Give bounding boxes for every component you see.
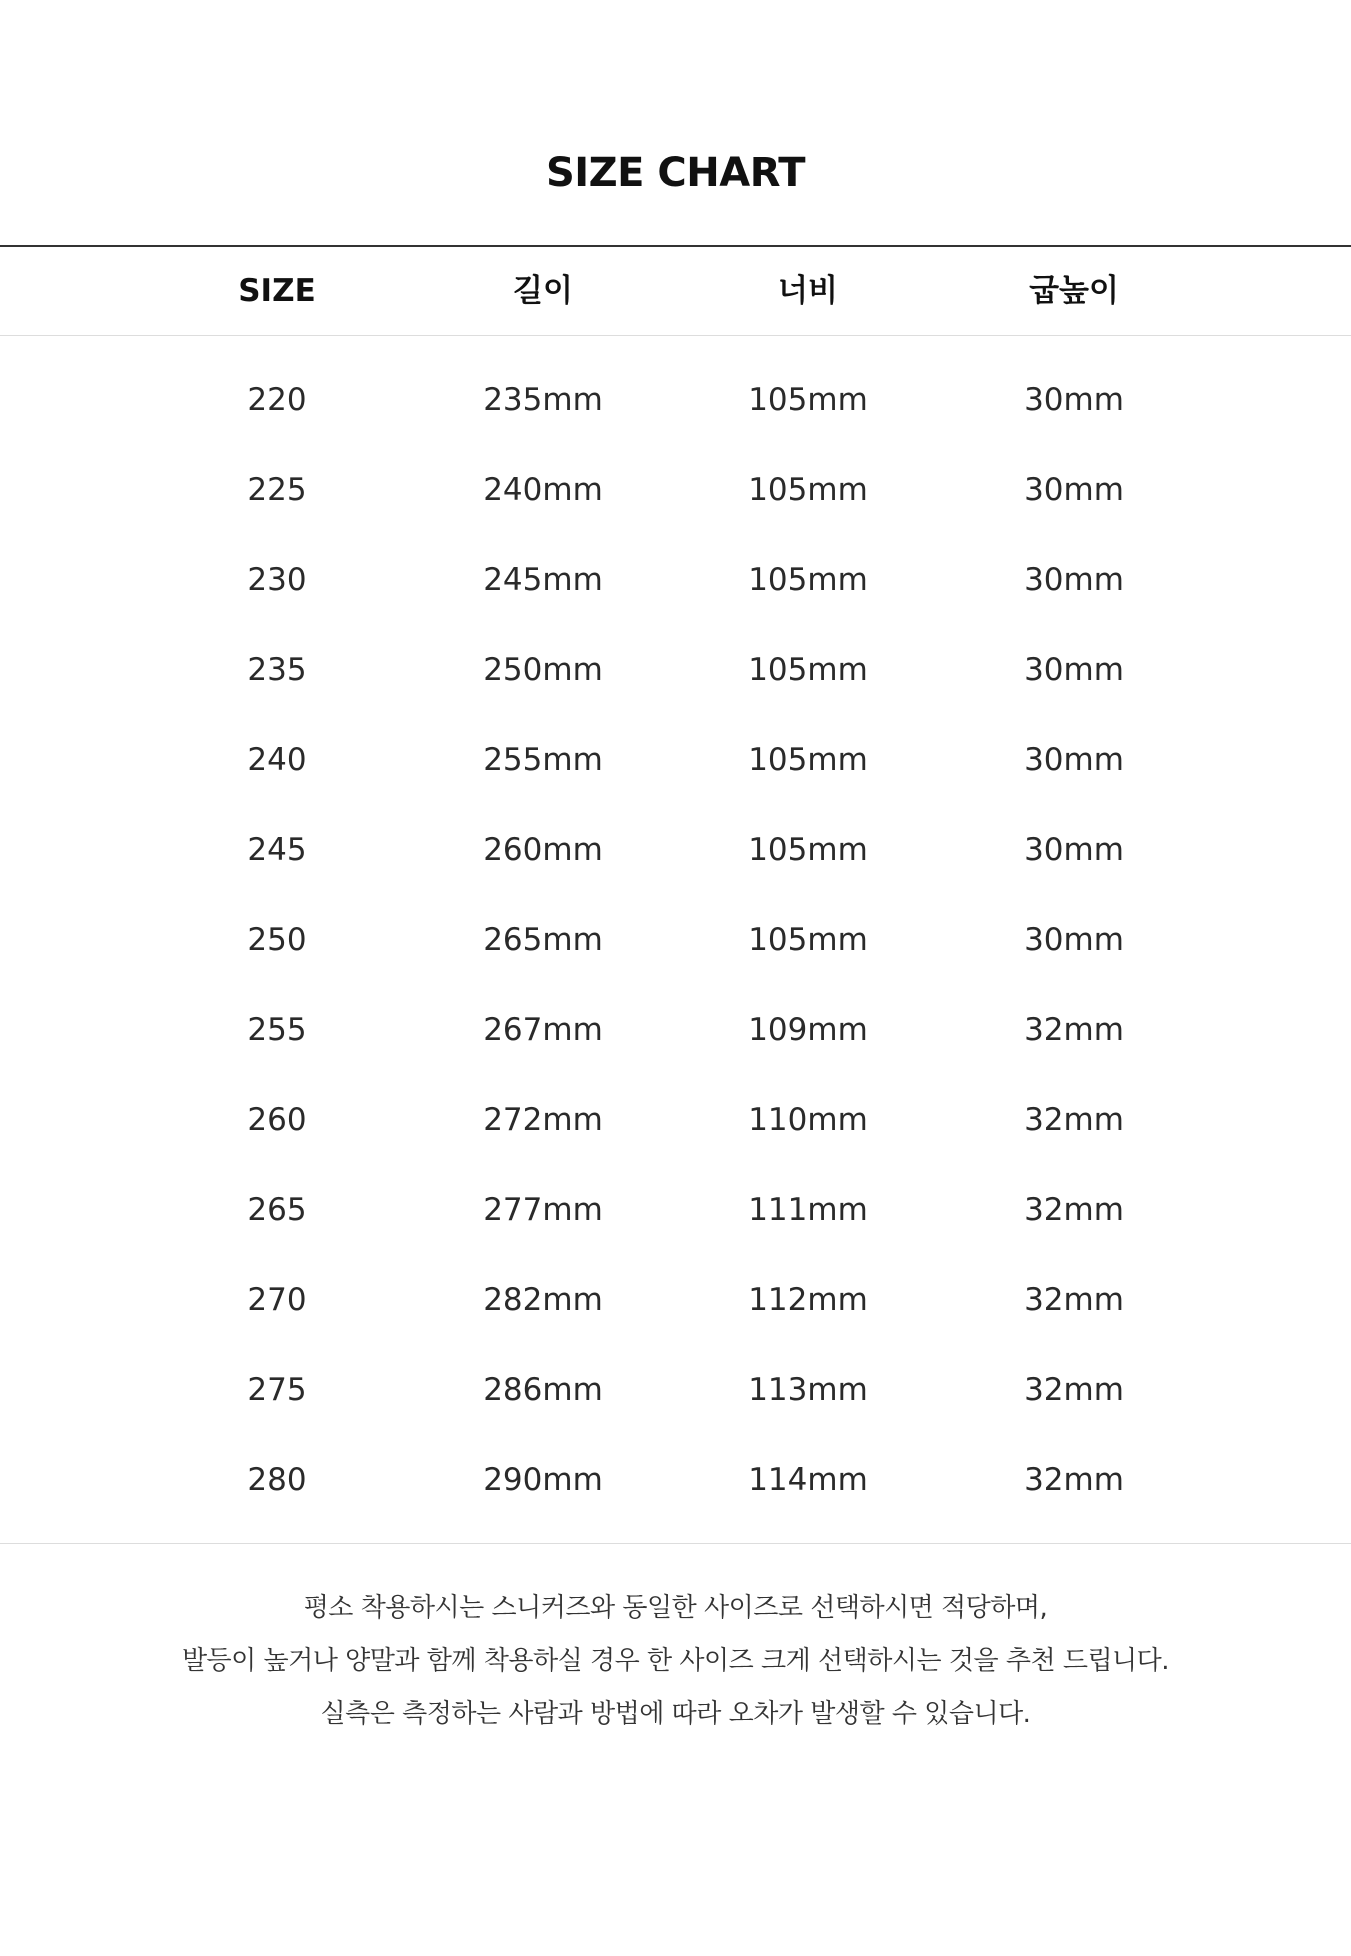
size-cell: 255 <box>247 1012 307 1048</box>
heel-height-cell: 30mm <box>1024 562 1124 598</box>
width-cell: 109mm <box>748 1012 868 1048</box>
size-cell: 265 <box>247 1192 307 1228</box>
width-cell: 105mm <box>748 922 868 958</box>
heel-height-cell: 32mm <box>1024 1192 1124 1228</box>
size-cell: 245 <box>247 832 307 868</box>
width-cell: 105mm <box>748 472 868 508</box>
table-row <box>0 625 1351 715</box>
table-row <box>0 805 1351 895</box>
length-cell: 250mm <box>483 652 603 688</box>
length-cell: 282mm <box>483 1282 603 1318</box>
table-row <box>0 895 1351 985</box>
header-width: 너비 <box>778 273 838 309</box>
note-line: 발등이 높거나 양말과 함께 착용하실 경우 한 사이즈 크게 선택하시는 것을 추천 드립니다. <box>181 1646 1170 1676</box>
table-header <box>0 247 1351 335</box>
table-row <box>0 985 1351 1075</box>
heel-height-cell: 30mm <box>1024 742 1124 778</box>
note-line: 실측은 측정하는 사람과 방법에 따라 오차가 발생할 수 있습니다. <box>320 1699 1031 1729</box>
page-title: SIZE CHART <box>545 150 806 196</box>
table-row <box>0 445 1351 535</box>
length-cell: 255mm <box>483 742 603 778</box>
width-cell: 105mm <box>748 382 868 418</box>
table-row <box>0 1435 1351 1525</box>
table-row <box>0 535 1351 625</box>
heel-height-cell: 32mm <box>1024 1102 1124 1138</box>
heel-height-cell: 30mm <box>1024 472 1124 508</box>
length-cell: 277mm <box>483 1192 603 1228</box>
heel-height-cell: 30mm <box>1024 382 1124 418</box>
size-cell: 225 <box>247 472 307 508</box>
table-row <box>0 1075 1351 1165</box>
size-cell: 220 <box>247 382 307 418</box>
width-cell: 114mm <box>748 1462 868 1498</box>
width-cell: 105mm <box>748 742 868 778</box>
bottom-divider <box>0 1543 1351 1544</box>
heel-height-cell: 30mm <box>1024 652 1124 688</box>
length-cell: 286mm <box>483 1372 603 1408</box>
heel-height-cell: 32mm <box>1024 1282 1124 1318</box>
size-cell: 260 <box>247 1102 307 1138</box>
size-cell: 280 <box>247 1462 307 1498</box>
length-cell: 265mm <box>483 922 603 958</box>
length-cell: 260mm <box>483 832 603 868</box>
width-cell: 112mm <box>748 1282 868 1318</box>
heel-height-cell: 30mm <box>1024 832 1124 868</box>
heel-height-cell: 32mm <box>1024 1012 1124 1048</box>
size-cell: 240 <box>247 742 307 778</box>
length-cell: 235mm <box>483 382 603 418</box>
width-cell: 105mm <box>748 652 868 688</box>
heel-height-cell: 32mm <box>1024 1372 1124 1408</box>
length-cell: 272mm <box>483 1102 603 1138</box>
table-row <box>0 355 1351 445</box>
header-size: SIZE <box>238 273 316 309</box>
width-cell: 113mm <box>748 1372 868 1408</box>
table-row <box>0 715 1351 805</box>
header-heel-height: 굽높이 <box>1029 273 1119 309</box>
table-body <box>0 355 1351 1525</box>
size-cell: 250 <box>247 922 307 958</box>
size-cell: 235 <box>247 652 307 688</box>
size-notes <box>0 1582 1351 1741</box>
width-cell: 105mm <box>748 562 868 598</box>
header-length: 길이 <box>513 273 573 309</box>
size-cell: 230 <box>247 562 307 598</box>
header-divider <box>0 335 1351 336</box>
heel-height-cell: 32mm <box>1024 1462 1124 1498</box>
heel-height-cell: 30mm <box>1024 922 1124 958</box>
width-cell: 111mm <box>748 1192 868 1228</box>
size-cell: 270 <box>247 1282 307 1318</box>
note-line: 평소 착용하시는 스니커즈와 동일한 사이즈로 선택하시면 적당하며, <box>303 1593 1048 1623</box>
width-cell: 110mm <box>748 1102 868 1138</box>
length-cell: 267mm <box>483 1012 603 1048</box>
table-row <box>0 1345 1351 1435</box>
table-row <box>0 1255 1351 1345</box>
length-cell: 290mm <box>483 1462 603 1498</box>
size-cell: 275 <box>247 1372 307 1408</box>
length-cell: 240mm <box>483 472 603 508</box>
length-cell: 245mm <box>483 562 603 598</box>
width-cell: 105mm <box>748 832 868 868</box>
table-row <box>0 1165 1351 1255</box>
